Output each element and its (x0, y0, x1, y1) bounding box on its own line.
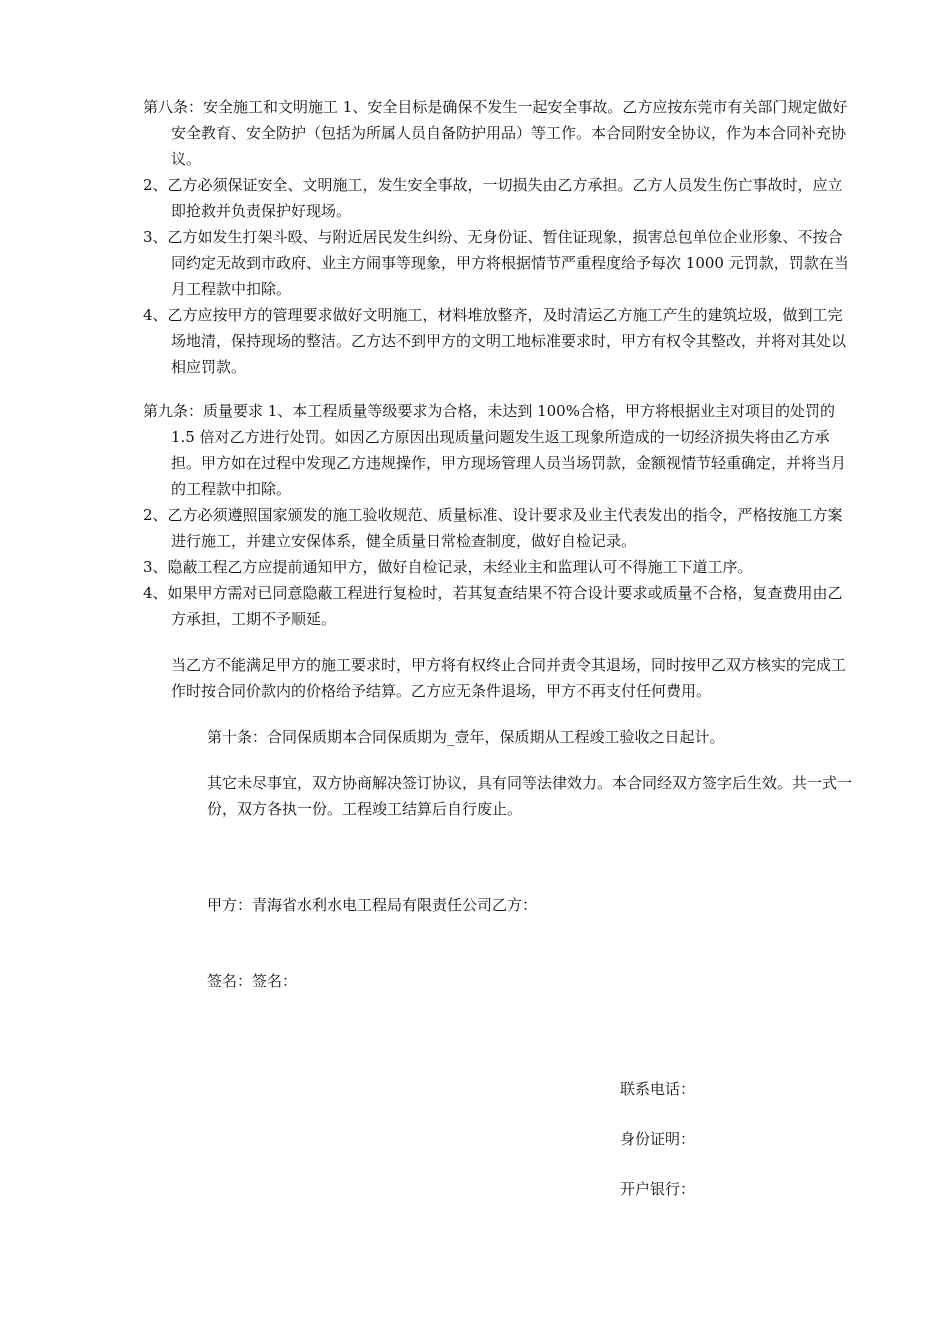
article-8-clause-1: 第八条：安全施工和文明施工 1、安全目标是确保不发生一起安全事故。乙方应按东莞市有关部门规定做好安全教育、安全防护（包括为所属人员自备防护用品）等工作。本合同附安全协议，作为本合同补充协议。 (143, 98, 848, 168)
article-9-clause-2: 2、乙方必须遵照国家颁发的施工验收规范、质量标准、设计要求及业主代表发出的指令，严格按施工方案进行施工，并建立安保体系，健全质量日常检查制度，做好自检记录。 (143, 506, 843, 550)
party-line: 甲方：青海省水利水电工程局有限责任公司乙方： (207, 896, 538, 914)
termination-paragraph: 当乙方不能满足甲方的施工要求时，甲方将有权终止合同并责令其退场，同时按甲乙双方核实的完成工作时按合同价款内的价格给予结算。乙方应无条件退场，甲方不再支付任何费用。 (171, 656, 847, 700)
contact-phone-label: 联系电话： (620, 1080, 696, 1098)
contract-body (143, 94, 853, 994)
bank-account-label: 开户银行： (620, 1180, 696, 1198)
article-8-clause-4: 4、乙方应按甲方的管理要求做好文明施工，材料堆放整齐，及时清运乙方施工产生的建筑垃圾，做到工完场地清，保持现场的整洁。乙方达不到甲方的文明工地标准要求时，甲方有权令其整改，并将对其处以相应罚款。 (143, 306, 847, 376)
article-9-clause-4: 4、如果甲方需对已同意隐蔽工程进行复检时，若其复查结果不符合设计要求或质量不合格，复查费用由乙方承担，工期不予顺延。 (143, 584, 843, 628)
article-10: 第十条：合同保质期本合同保质期为_壹年，保质期从工程竣工验收之日起计。 (207, 728, 725, 746)
article-9-clause-1: 第九条：质量要求 1、本工程质量等级要求为合格，未达到 100%合格，甲方将根据业主对项目的处罚的 1.5 倍对乙方进行处罚。如因乙方原因出现质量问题发生返工现象所造成的一切经济损失将由乙方承担。甲方如在过程中发现乙方违规操作，甲方现场管理人员当场罚款，金额视情节轻重确定，并将当月的工程款中扣除。 (143, 402, 847, 498)
id-proof-label: 身份证明： (620, 1130, 696, 1148)
signature-line: 签名：签名： (207, 972, 298, 990)
article-8-clause-3: 3、乙方如发生打架斗殴、与附近居民发生纠纷、无身份证、暂住证现象，损害总包单位企业形象、不按合同约定无故到市政府、业主方闹事等现象，甲方将根据情节严重程度给予每次 1000 元罚款，罚款在当月工程款中扣除。 (143, 228, 849, 298)
article-9-clause-3: 3、隐蔽工程乙方应提前通知甲方，做好自检记录，未经业主和监理认可不得施工下道工序。 (143, 558, 753, 576)
article-8-clause-2: 2、乙方必须保证安全、文明施工，发生安全事故，一切损失由乙方承担。乙方人员发生伤亡事故时，应立即抢救并负责保护好现场。 (143, 176, 843, 220)
other-matters-paragraph: 其它未尽事宜，双方协商解决签订协议，具有同等法律效力。本合同经双方签字后生效。共一式一份，双方各执一份。工程竣工结算后自行废止。 (207, 774, 853, 818)
